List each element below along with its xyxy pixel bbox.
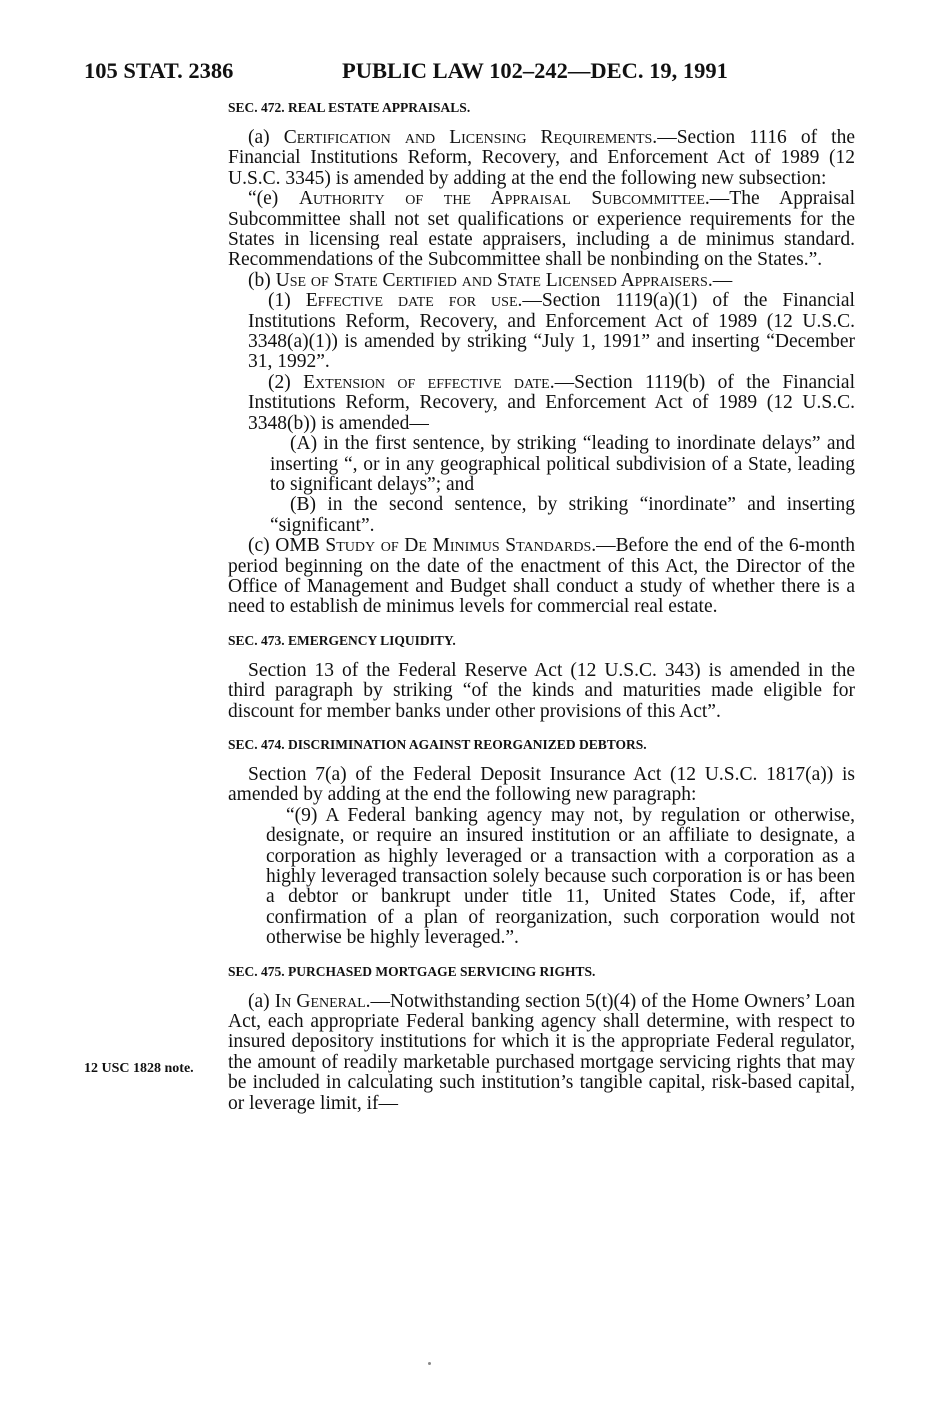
- section-472-paragraph-b2: [228, 373, 855, 434]
- section-475-heading: SEC. 475. PURCHASED MORTGAGE SERVICING RIGHTS.: [228, 963, 596, 979]
- section-472-paragraph-b1: [228, 291, 855, 373]
- section-474-text: Section 7(a) of the Federal Deposit Insurance Act (12 U.S.C. 1817(a)) is amended by adding at the end the following new paragraph:: [228, 763, 855, 806]
- section-472-subsection-c: [228, 536, 855, 618]
- subsection-label: (c) OMB: [248, 535, 326, 557]
- subsection-caption: Certification and Licensing Requirements.: [283, 127, 658, 148]
- subsection-text: —Notwithstanding section 5(t)(4) of the Home Owners’ Loan Act, each appropriate Federal banking agency shall determine, with respect to insured depository institutions for which it is the appropriate Federal regulator, the amount of readily marketable purchased mortgage servicing rights that may be included in calculating such institution’s tangible capital, risk-based capital, or leverage limit, if—: [228, 990, 855, 1114]
- margin-citation-note: 12 USC 1828 note.: [84, 1061, 194, 1076]
- subsection-text: —Before the end of the 6-month period beginning on the date of the enactment of this Act, the Director of the Office of Management and Budget shall conduct a study of whether there is a need to establish de minimus levels for commercial real estate.: [228, 535, 855, 618]
- paragraph-caption: Effective date for use.: [305, 290, 523, 312]
- section-474-heading: SEC. 474. DISCRIMINATION AGAINST REORGANIZED DEBTORS.: [228, 736, 647, 752]
- document-body: [228, 98, 855, 1114]
- section-472-heading: SEC. 472. REAL ESTATE APPRAISALS.: [228, 100, 471, 115]
- section-473-heading: SEC. 473. EMERGENCY LIQUIDITY.: [228, 632, 456, 648]
- section-472-quoted-subsection-e: [228, 189, 855, 271]
- subsection-caption: Use of State Certified and State Licensed Appraisers.: [275, 269, 713, 291]
- subsection-caption: Authority of the Appraisal Subcommittee.: [298, 188, 710, 210]
- subsection-caption: In General.: [274, 990, 371, 1012]
- paragraph-text: —Section 1119(a)(1) of the Financial Institutions Reform, Recovery, and Enforcement Act of 1989 (12 U.S.C. 3348(a)(1)) is amended by striking “July 1, 1991” and inserting “December 31, 1992”.: [248, 290, 855, 373]
- stat-page-reference: 105 STAT. 2386: [84, 58, 234, 83]
- subsection-label: (a): [248, 127, 284, 148]
- public-law-title: PUBLIC LAW 102–242—DEC. 19, 1991: [342, 58, 728, 83]
- subsection-text: —The Appraisal Subcommittee shall not set qualifications or experience requirements for the States in licensing real estate appraisers, including a de minimus standard. Recommendations of the Subcommittee shall be nonbinding on the States.”.: [228, 188, 855, 271]
- subsection-label: (b): [248, 269, 276, 291]
- section-473-text: Section 13 of the Federal Reserve Act (12 U.S.C. 343) is amended in the third paragraph by striking “of the kinds and maturities made eligible for discount for member banks under other provisions of this Act”.: [228, 659, 855, 722]
- scan-speck: [428, 1362, 431, 1365]
- section-474-quoted-paragraph: “(9) A Federal banking agency may not, by regulation or otherwise, designate, or require an insured institution or an affiliate to designate, a corporation as highly leveraged or a transaction with a corporation as a highly leveraged transaction solely because such corporation is or has been a debtor or bankrupt under title 11, United States Code, if, after confirmation of a plan of reorganization, such corporation would not otherwise be highly leveraged.”.: [266, 804, 855, 949]
- subsection-label: “(e): [248, 188, 299, 210]
- section-472-subsection-a: [228, 128, 855, 189]
- subsection-text: —Section 1116 of the Financial Institutions Reform, Recovery, and Enforcement Act of 1989 (12 U.S.C. 3345) is amended by adding at the end the following new subsection:: [228, 127, 855, 189]
- section-472-clause-b2a: (A) in the first sentence, by striking “leading to inordinate delays” and inserting “, or in any geographical political subdivision of a State, leading to significant delays”; and: [270, 433, 855, 495]
- section-475-subsection-a: [228, 992, 855, 1114]
- section-472-clause-b2b: (B) in the second sentence, by striking “inordinate” and inserting “significant”.: [270, 494, 855, 536]
- subsection-text: —: [712, 269, 733, 291]
- subsection-label: (a): [248, 990, 275, 1012]
- paragraph-label: (2): [268, 371, 304, 393]
- subsection-caption: Study of De Minimus Standards.: [325, 535, 597, 557]
- paragraph-caption: Extension of effective date.: [303, 371, 555, 393]
- section-472-subsection-b: [228, 271, 855, 291]
- paragraph-label: (1): [268, 290, 306, 312]
- paragraph-text: —Section 1119(b) of the Financial Institutions Reform, Recovery, and Enforcement Act of 1989 (12 U.S.C. 3348(b)) is amended—: [248, 371, 855, 434]
